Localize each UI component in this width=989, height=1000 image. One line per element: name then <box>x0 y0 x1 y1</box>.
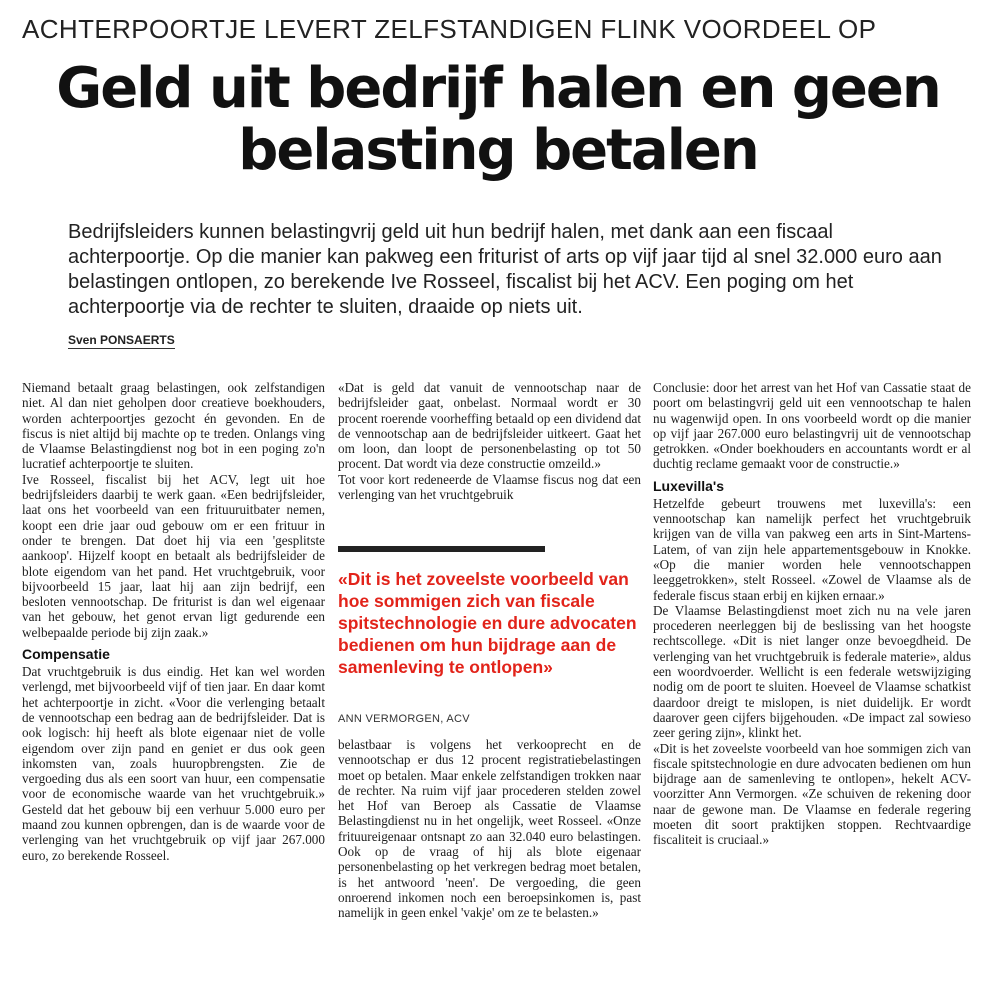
paragraph: «Dat is geld dat vanuit de vennootschap naar de bedrijfsleider gaat, onbelast. Normaal wordt er 30 procent roerende voorheffing betaald op een dividend dat de vennootschap aan de bedrijfsleider uitkeert. Gaat het om loon, dan loopt de personenbelasting op tot 50 procent. Dat wordt via deze constructie omzeild.» <box>338 380 641 472</box>
paragraph: Ive Rosseel, fiscalist bij het ACV, legt uit hoe bedrijfsleiders daarbij te werk gaan. «Een bedrijfsleider, laat ons het voorbeeld van een frituuruitbater nemen, koopt een drie jaar oud gebouw om er een frituur in onder te brengen. Dat doet hij via een 'gesplitste aankoop'. Hijzelf koopt en betaalt als bedrijfsleider de blote eigendom van het pand. Het vruchtgebruik, voor bijvoorbeeld 15 jaar, laat hij aan zijn bedrijf, een besloten vennootschap. De friturist is dan wel eigenaar van het gebouw, het genot ervan ligt gedurende een welbepaalde periode bij zijn zaak.» <box>22 471 325 640</box>
paragraph: Conclusie: door het arrest van het Hof van Cassatie staat de poort om belastingvrij geld uit een vennootschap te halen nu wagenwijd open. In ons voorbeeld wordt op die manier op vijf jaar 267.000 euro belastingvrij uit de vennootschap getrokken. «Onder boekhouders en accountants wordt er al duchtig reclame gemaakt voor de constructie.» <box>653 380 971 472</box>
subheading-compensatie: Compensatie <box>22 646 110 663</box>
paragraph: Dat vruchtgebruik is dus eindig. Het kan wel worden verlengd, met bijvoorbeeld vijf of tien jaar. En daar komt het achterpoortje in zicht. «Voor die verlenging betaalt de vennootschap een bedrag aan de bedrijfsleider. Dat is ook logisch: hij heeft als blote eigenaar niet de volle eigendom over zijn pand en geniet er dus ook geen inkomsten van, zoals huuropbrengsten. Zie de vergoeding dus als een soort van huur, een compensatie voor de economische waarde van het vruchtgebruik.» Gesteld dat het gebouw bij een verhuur 5.000 euro per maand zou kunnen opbrengen, dan is de waarde voor de verlenging van het vruchtgebruik op vijf jaar 267.000 euro, zo berekende Rosseel. <box>22 664 325 863</box>
paragraph: Niemand betaalt graag belastingen, ook zelfstandigen niet. Al dan niet geholpen door creatieve boekhouders, worden achterpoortjes gezocht én gevonden. En de fiscus is niet altijd bij machte op te treden. Onlangs ving de Vlaamse Belastingdienst nog bot in een poging zo'n lucratief achterpoortje te sluiten. <box>22 380 325 472</box>
paragraph: belastbaar is volgens het verkooprecht en de vennootschap er dus 12 procent registratiebelastingen moet op betalen. Maar enkele zelfstandigen trokken naar de rechter. Na ruim vijf jaar procederen stelden zowel het Hof van Beroep als Cassatie de Vlaamse Belastingdienst nu in het ongelijk, weet Rosseel. «Onze frituureigenaar ontsnapt zo aan 32.040 euro belastingen. Ook op de vraag of hij als blote eigenaar personenbelasting op het verkregen bedrag moet betalen, is het antwoord 'neen'. De vergoeding, die geen onroerend inkomen noch een beroepsinkomen is, past namelijk in geen enkel 'vakje' om ze te belasten.» <box>338 737 641 921</box>
article-headline: Geld uit bedrijf halen en geen belasting betalen <box>56 56 940 183</box>
column-3 <box>653 380 971 848</box>
pull-quote-rule <box>338 546 545 552</box>
paragraph: Tot voor kort redeneerde de Vlaamse fiscus nog dat een verlenging van het vruchtgebruik <box>338 471 641 503</box>
article-intro: Bedrijfsleiders kunnen belastingvrij geld uit hun bedrijf halen, met dank aan een fiscaal achterpoortje. Op die manier kan pakweg een friturist of arts op vijf jaar tijd al snel 32.000 euro aan belastingen ontlopen, zo berekende Ive Rosseel, fiscalist bij het ACV. Een poging om het achterpoortje via de rechter te sluiten, draaide op niets uit. <box>68 221 942 318</box>
author-byline: Sven PONSAERTS <box>68 333 175 347</box>
paragraph: «Dit is het zoveelste voorbeeld van hoe sommigen zich van fiscale spitstechnologie en dure advocaten bedienen om hun bijdrage aan de samenleving te ontlopen», hekelt ACV-voorzitter Ann Vermorgen. «Ze schuiven de rekening door naar de gewone man. De Vlaamse en federale regering moeten dit soort praktijken stoppen. Rechtvaardige fiscaliteit is cruciaal.» <box>653 740 971 848</box>
column-2-bottom <box>338 737 641 921</box>
article-kicker: ACHTERPOORTJE LEVERT ZELFSTANDIGEN FLINK VOORDEEL OP <box>22 14 877 44</box>
column-1 <box>22 380 325 863</box>
paragraph: De Vlaamse Belastingdienst moet zich nu na vele jaren procederen neerleggen bij de beslissing van het hoogste rechtscollege. «Dit is niet langer onze bevoegdheid. De verlenging van het vruchtgebruik is federale materie», aldus een woordvoerder. Wellicht is een federale wetswijziging nodig om de poort te sluiten. Hoeveel de Vlaamse schatkist daardoor dreigt te mislopen, is niet duidelijk. Er wordt daarover geen cijfers bijgehouden. «De impact zal sowieso zeer gering zijn», klinkt het. <box>653 602 971 741</box>
pull-quote-attribution: ANN VERMORGEN, ACV <box>338 713 470 725</box>
subheading-luxevillas: Luxevilla's <box>653 477 725 494</box>
pull-quote: «Dit is het zoveelste voorbeeld van hoe sommigen zich van fiscale spitstechnologie en dure advocaten bedienen om hun bijdrage aan de samenleving te ontlopen» <box>338 569 637 677</box>
column-2-top <box>338 380 641 502</box>
paragraph: Hetzelfde gebeurt trouwens met luxevilla's: een vennootschap kan namelijk perfect het vruchtgebruik krijgen van de villa van pakweg een arts in Sint-Martens-Latem, of van zijn hele appartementsgebouw in Knokke. «Op die manier worden hele vennootschappen leeggetrokken», stelt Rosseel. «Zowel de Vlaamse als de federale fiscus staan erbij en kijken ernaar.» <box>653 495 971 603</box>
